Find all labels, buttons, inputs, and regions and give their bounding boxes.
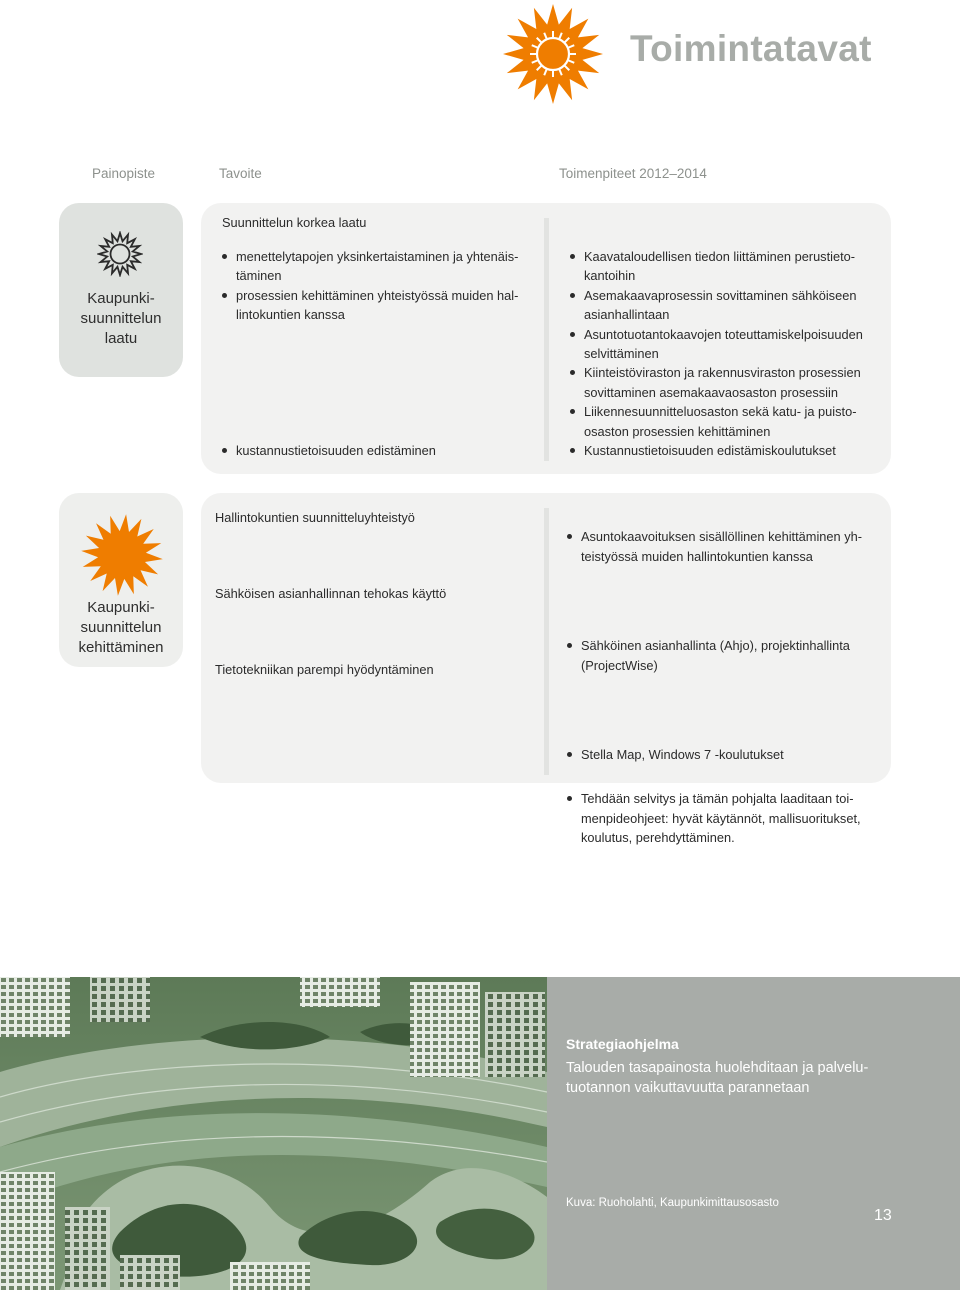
sun-icon: [500, 2, 606, 106]
strategy-title: Strategiaohjelma: [566, 1036, 679, 1052]
goal-title: Tietotekniikan parempi hyödyntäminen: [215, 662, 434, 677]
goal-list: [222, 247, 524, 325]
column-header-toimenpiteet: Toimenpiteet 2012–2014: [559, 166, 707, 181]
focus-card-laatu: [59, 203, 183, 377]
list-item: Asuntotuotantokaavojen toteuttamiskelpoisuuden selvittäminen: [570, 325, 872, 364]
sun-outline-icon: [97, 231, 143, 277]
list-item: Kustannustietoisuuden edistämiskoulutukset: [570, 441, 872, 460]
list-item: kustannustietoisuuden edistäminen: [222, 441, 960, 460]
list-item: Stella Map, Windows 7 -koulutukset: [567, 745, 883, 764]
list-item: Asuntokaavoituksen sisällöllinen kehittäminen yh- teistyössä muiden hallintokuntien kanssa: [567, 527, 883, 566]
photo-caption: Kuva: Ruoholahti, Kaupunkimittausosasto: [566, 1197, 779, 1209]
focus-label: Kaupunki- suunnittelun kehittäminen: [78, 599, 164, 656]
goal-title: Hallintokuntien suunnitteluyhteistyö: [215, 510, 415, 525]
list-item: menettelytapojen yksinkertaistaminen ja yhtenäis- täminen: [222, 247, 524, 286]
list-item: Sähköinen asianhallinta (Ahjo), projektinhallinta (ProjectWise): [567, 636, 883, 675]
list-item: Kiinteistöviraston ja rakennusviraston prosessien sovittaminen asemakaavaosaston prosessiin: [570, 363, 872, 402]
column-divider: [544, 508, 549, 775]
page-title: Toimintatavat: [630, 28, 872, 69]
strategy-panel: [547, 977, 960, 1290]
list-item: Kaavataloudellisen tiedon liittäminen perustieto- kantoihin: [570, 247, 872, 286]
strategy-text: Talouden tasapainosta huolehditaan ja palvelu- tuotannon vaikuttavuutta parannetaan: [566, 1060, 869, 1096]
aerial-city-photo: [0, 977, 547, 1290]
action-list: [570, 247, 872, 460]
list-item: Liikennesuunnitteluosaston sekä katu- ja puisto- osaston prosessien kehittäminen: [570, 402, 872, 441]
column-header-tavoite: Tavoite: [219, 166, 262, 181]
column-divider: [544, 218, 549, 461]
sun-filled-icon: [80, 513, 164, 597]
page-number: 13: [874, 1207, 892, 1224]
goal-title: Sähköisen asianhallinnan tehokas käyttö: [215, 586, 447, 601]
focus-label: Kaupunki- suunnittelun laatu: [80, 290, 162, 347]
list-item: Asemakaavaprosessin sovittaminen sähköiseen asianhallintaan: [570, 286, 872, 325]
goal-title: Suunnittelun korkea laatu: [222, 215, 367, 230]
column-header-painopiste: Painopiste: [92, 166, 156, 181]
list-item: Tehdään selvitys ja tämän pohjalta laaditaan toi- menpideohjeet: hyvät käytännöt, mallisuoritukset, koulutus, perehdyttäminen.: [567, 789, 883, 847]
list-item: prosessien kehittäminen yhteistyössä muiden hal- lintokuntien kanssa: [222, 286, 524, 325]
focus-card-kehittaminen: [59, 493, 183, 667]
